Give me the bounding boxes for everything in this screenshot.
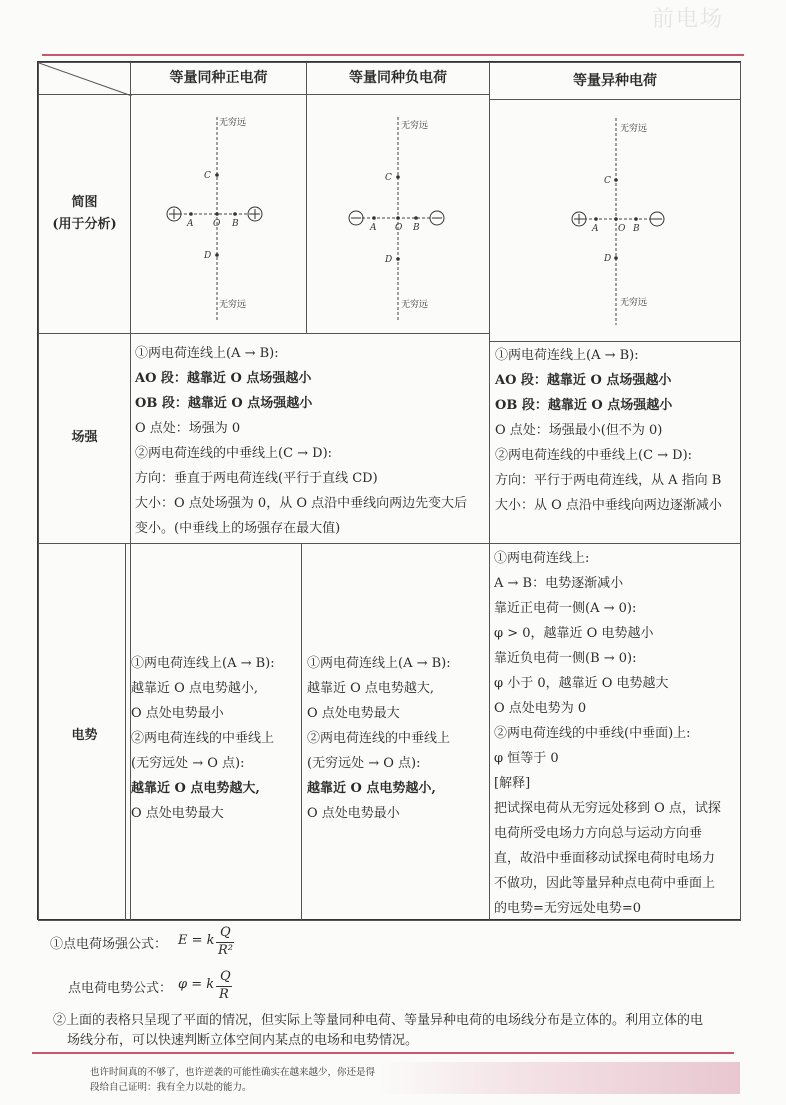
note-3d-field: ②上面的表格只呈现了平面的情况，但实际上等量同种电荷、等量异种电荷的电场线分布是立体的。利用立体的电 场线分布，可以快速判断立体空间内某点的电场和电势情况。 [53,1013,704,1048]
corner-diagonal [39,63,132,96]
potential-negative-text: ①两电荷连线上(A → B): 越靠近 O 点电势越大, O 点处电势最大 ②两电荷连线的中垂线上 (无穷远处 → O 点): 越靠近 O 点电势越小, O 点处电势最小 [307,656,451,821]
svg-text:O: O [618,224,626,234]
note-field-formula: ①点电荷场强公式： E = k Q R² [50,925,233,958]
svg-text:D: D [385,255,393,265]
footer-quote: 也许时间真的不够了，也许逆袭的可能性确实在越来越少，你还是得 段给自己证明：我有全力以赴的能力。 [90,1067,376,1093]
potential-opposite-cell [489,543,741,921]
svg-text:C: C [385,173,392,183]
field-label-cell [38,333,131,544]
svg-text:无穷远: 无穷远 [620,298,648,308]
svg-text:无穷远: 无穷远 [219,118,247,128]
diagram-opposite [489,99,741,342]
field-same-text: ①两电荷连线上(A → B): AO 段：越靠近 O 点场强越小 OB 段：越靠近 O 点场强越小 O 点处：场强为 0 ②两电荷连线的中垂线上(C → D): 方向：垂直于两电荷连线(平行于直线 CD) 大小：O 点处场强为 0，从 O 点沿中垂线向两边先变大后 变小。(中垂线上的场强存在最大值) [135,346,468,536]
corner-watermark: 前电场 [652,7,725,32]
svg-text:B: B [232,219,239,229]
svg-text:无穷远: 无穷远 [219,300,247,310]
potential-opposite-text: ①两电荷连线上: A → B：电势逐渐减小 靠近正电荷一侧(A → 0): φ > 0，越靠近 O 电势越小 靠近负电荷一侧(B → 0): φ 小于 0，越靠近 O 电势越大 O 点处电势为 0 ②两电荷连线的中垂线(中垂面)上: φ 恒等于 0 [解释] 把试探电荷从无穷远处移到 O 点，试探 电荷所受电场力方向总与运动方向垂 直，故沿中垂面移动试探电荷时电场力 不做功，因此等量异种点电荷中垂面上 的电势=无穷远处电势=0 [494,551,721,916]
svg-text:O: O [213,219,221,229]
footer-gradient [380,1062,740,1094]
svg-text:D: D [204,251,212,261]
svg-text:A: A [592,224,599,234]
potential-negative-cell [301,543,490,921]
field-opposite-text: ①两电荷连线上(A → B): AO 段：越靠近 O 点场强越小 OB 段：越靠近 O 点场强越小 O 点处：场强最小(但不为 0) ②两电荷连线的中垂线上(C → D): 方向：平行于两电荷连线，从 A 指向 B 大小：从 O 点沿中垂线向两边逐渐减小 [495,348,722,513]
svg-text:C: C [604,176,611,186]
top-rule [42,54,744,56]
sketch-sublabel: (用于分析) [52,217,117,232]
svg-text:无穷远: 无穷远 [620,124,648,134]
header-same-negative: 等量同种负电荷 [306,62,490,95]
diagram-same-negative [306,94,490,334]
svg-text:无穷远: 无穷远 [401,300,429,310]
potential-positive-text: ①两电荷连线上(A → B): 越靠近 O 点电势越小, O 点处电势最小 ②两电荷连线的中垂线上 (无穷远处 → O 点): 越靠近 O 点电势越大, O 点处电势最大 [131,656,275,821]
svg-text:A: A [370,223,377,233]
sketch-label: 简图 [71,195,98,210]
svg-text:D: D [604,254,612,264]
potential-label: 电势 [71,728,98,743]
field-same-cell [130,333,490,544]
field-opposite-cell [489,341,741,544]
potential-label-cell [38,543,131,921]
potential-positive-cell [125,543,302,921]
comparison-table [37,61,741,920]
header-same-positive: 等量同种正电荷 [130,62,307,95]
note-potential-formula: 点电荷电势公式： φ = k Q R [68,969,231,1002]
svg-text:A: A [187,219,194,229]
bottom-rule [32,1052,734,1054]
svg-text:B: B [413,223,420,233]
svg-text:无穷远: 无穷远 [401,121,429,131]
field-label: 场强 [71,430,98,445]
sketch-label-cell [38,94,131,334]
svg-text:O: O [395,223,403,233]
corner-cell [38,62,131,95]
svg-text:C: C [204,171,211,181]
svg-text:B: B [633,224,640,234]
diagram-same-positive [130,94,307,334]
header-opposite: 等量异种电荷 [489,62,741,100]
